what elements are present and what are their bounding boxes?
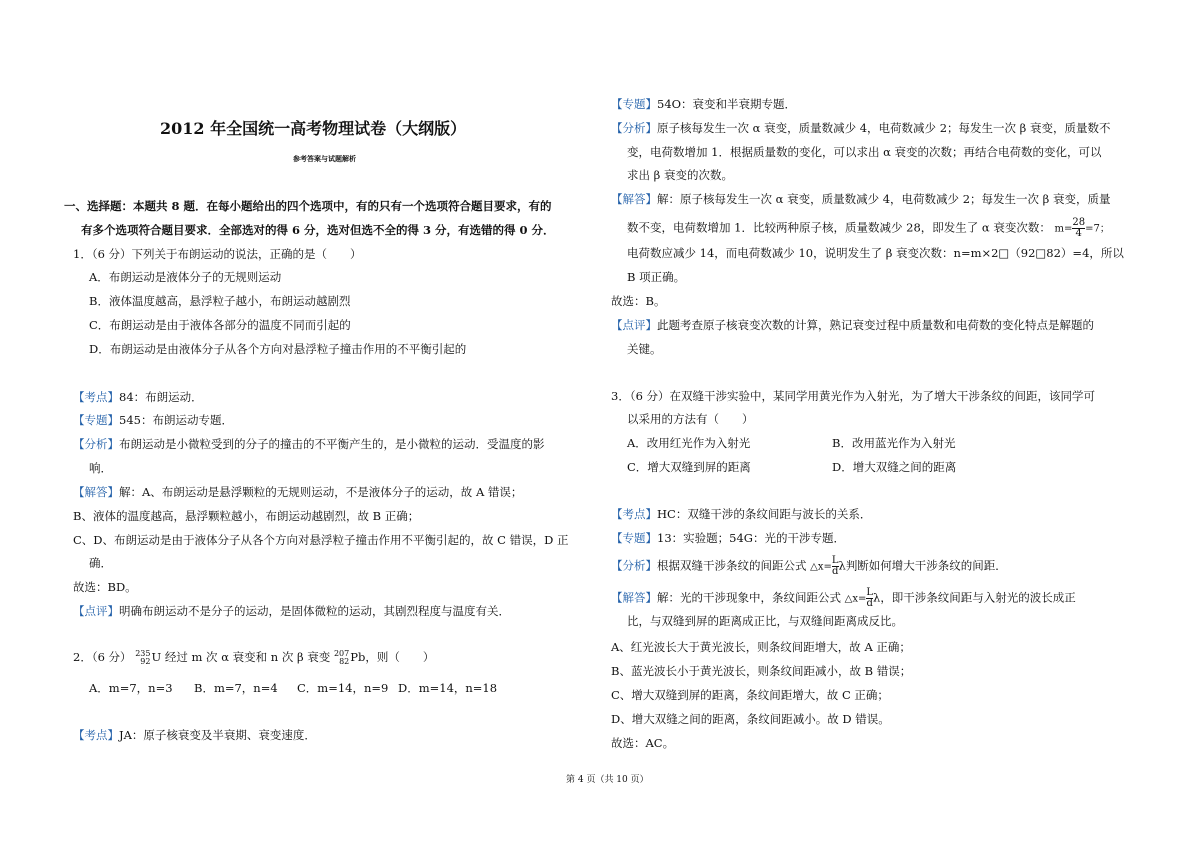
lead-nuclide-numbers [334,650,349,666]
fringe-formula-lhs-2: △x= [844,593,867,605]
q1-zhuanti-text: 545：布朗运动专题． [119,413,233,427]
q3-fenxi [611,556,1007,577]
q2-kaodian-tag: 【考点】 [73,728,119,742]
lead-charge-number: 82 [339,657,350,666]
q3-jieda-line-4: B、蓝光波长小于黄光波长，则条纹间距减小，故 B 错误； [611,664,912,678]
q1-jieda-line-3: C、D、布朗运动是由于液体分子从各个方向对悬浮粒子撞击作用不平衡引起的，故 C 错误，D 正 [73,533,569,547]
q2-dianping-text-1: 此题考查原子核衰变次数的计算，熟记衰变过程中质量数和电荷数的变化特点是解题的 [657,318,1094,332]
q2-zhuanti-tag: 【专题】 [611,97,657,111]
q1-option-b: B．液体温度越高，悬浮粒子越小，布朗运动越剧烈 [89,294,351,308]
q3-jieda-line-5: C、增大双缝到屏的距离，条纹间距增大，故 C 正确； [611,688,889,702]
q3-zhuanti [611,531,845,545]
fringe-formula-fraction [832,556,839,577]
q1-jieda-line-2: B、液体的温度越高，悬浮颗粒越小，布朗运动越剧烈，故 B 正确； [73,509,420,523]
q1-option-d: D．布朗运动是由液体分子从各个方向对悬浮粒子撞击作用的不平衡引起的 [89,342,467,356]
q2-dianping-tag: 【点评】 [611,318,657,332]
q2-fenxi [611,121,1110,135]
fringe-formula-lambda-2: λ [873,590,881,605]
uranium-nuclide-numbers [135,650,150,666]
alpha-count-result: =7； [1085,223,1110,235]
q2-answer: 故选：B。 [611,294,666,308]
uranium-mass-number: 235 [135,649,151,658]
q3-option-c: C．增大双缝到屏的距离 [627,460,751,474]
q2-option-c: C．m=14，n=9 [297,681,389,695]
q1-jieda-text-1: 解：A、布朗运动是悬浮颗粒的无规则运动，不是液体分子的运动，故 A 错误； [119,485,523,499]
q2-fenxi-line-2: 变，电荷数增加 1．根据质量数的变化，可以求出 α 衰变的次数；再结合电荷数的变化，可以 [627,145,1102,159]
q1-dianping [73,604,510,618]
q2-jieda-line-4: B 项正确。 [627,270,686,284]
q3-jieda-line-3: A、红光波长大于黄光波长，则条纹间距增大，故 A 正确； [611,640,911,654]
q3-answer: 故选：AC。 [611,736,675,750]
q2-fenxi-text-1: 原子核每发生一次 α 衰变，质量数减少 4，电荷数减少 2；每发生一次 β 衰变，质量数不 [657,121,1111,135]
q2-jieda-text-2: 数不变，电荷数增加 1．比较两种原子核，质量数减少 28，即发生了 α 衰变次数： [627,220,1051,235]
q1-fenxi-line-2: 响． [89,461,112,475]
q2-option-d: D．m=14，n=18 [398,681,498,695]
lead-mass-number: 207 [333,649,350,658]
q3-kaodian [611,507,871,521]
q2-fenxi-tag: 【分析】 [611,121,657,135]
q1-answer: 故选：BD。 [73,580,137,594]
q3-stem-line-1: 3．（6 分）在双缝干涉实验中，某同学用黄光作为入射光，为了增大干涉条纹的间距，该同学可 [611,389,1096,403]
q1-fenxi-tag: 【分析】 [73,437,119,451]
q1-dianping-text: 明确布朗运动不是分子的运动，是固体微粒的运动，其剧烈程度与温度有关． [119,604,510,618]
q3-fenxi-text-post: 判断如何增大干涉条纹的间距． [845,558,1007,573]
fringe-formula-numerator: L [831,555,839,566]
q1-jieda-line-4: 确． [89,556,112,570]
q1-zhuanti [73,413,233,427]
q3-zhuanti-tag: 【专题】 [611,531,657,545]
section-heading-line-1: 一、选择题：本题共 8 题．在每小题给出的四个选项中，有的只有一个选项符合题目要求，有的 [64,199,552,213]
alpha-count-denominator: 4 [1072,228,1085,239]
q2-stem-suffix: ，则（ ） [365,650,435,664]
q2-dianping [611,318,1094,332]
q1-jieda [73,485,522,499]
q1-dianping-tag: 【点评】 [73,604,119,618]
q2-dianping-line-2: 关键。 [627,342,662,356]
q3-jieda-line-2: 比，与双缝到屏的距离成正比，与双缝间距离成反比。 [627,614,903,628]
alpha-count-numerator: 28 [1072,217,1086,228]
q2-kaodian-text: JA：原子核衰变及半衰期、衰变速度． [119,728,316,742]
q3-stem-line-2: 以采用的方法有（ ） [627,412,754,426]
q3-option-a: A．改用红光作为入射光 [627,436,751,450]
q2-jieda-line-3: 电荷数应减少 14，而电荷数减少 10，说明发生了 β 衰变次数：n=m×2□（92□82）=4，所以 [627,246,1124,260]
document-title: 2012 年全国统一高考物理试卷（大纲版） [160,119,467,138]
q1-option-a: A．布朗运动是液体分子的无规则运动 [89,270,282,284]
fringe-formula-lambda: λ [838,558,846,573]
alpha-count-fraction [1072,218,1085,239]
q1-stem: 1．（6 分）下列关于布朗运动的说法，正确的是（ ） [73,247,362,261]
q2-stem [73,650,434,666]
q1-zhuanti-tag: 【专题】 [73,413,119,427]
q3-jieda-line-6: D、增大双缝之间的距离，条纹间距减小。故 D 错误。 [611,712,890,726]
q1-kaodian [73,390,203,404]
q2-jieda-text-1: 解：原子核每发生一次 α 衰变，质量数减少 4，电荷数减少 2；每发生一次 β 衰变，质量 [657,192,1111,206]
lead-symbol: Pb [350,650,366,664]
q1-fenxi-text-1: 布朗运动是小微粒受到的分子的撞击的不平衡产生的，是小微粒的运动．受温度的影 [119,437,545,451]
alpha-count-lhs: m= [1054,223,1073,235]
q1-kaodian-text: 84：布朗运动． [119,390,203,404]
q3-jieda-tag: 【解答】 [611,590,657,605]
document-subtitle: 参考答案与试题解析 [293,154,356,163]
section-heading-line-2: 有多个选项符合题目要求．全部选对的得 6 分，选对但选不全的得 3 分，有选错的得 0 分． [81,223,555,237]
uranium-charge-number: 92 [140,657,151,666]
q3-kaodian-tag: 【考点】 [611,507,657,521]
q2-zhuanti-text: 54O：衰变和半衰期专题． [657,97,797,111]
q1-kaodian-tag: 【考点】 [73,390,119,404]
page-number-footer: 第 4 页（共 10 页） [566,775,649,785]
fringe-formula-numerator-2: L [866,587,874,598]
q2-option-b: B．m=7，n=4 [194,681,278,695]
q2-jieda-line-2 [627,218,1110,239]
q2-kaodian [73,728,316,742]
q2-jieda-tag: 【解答】 [611,192,657,206]
fringe-formula-lhs: △x= [810,561,832,573]
fringe-formula-denominator: d [831,566,839,577]
uranium-symbol: U [151,650,162,664]
q1-jieda-tag: 【解答】 [73,485,119,499]
q2-stem-mid: 经过 m 次 α 衰变和 n 次 β 衰变 [161,650,334,664]
q3-option-b: B．改用蓝光作为入射光 [832,436,956,450]
q3-jieda-text-post: ，即干涉条纹间距与入射光的波长成正 [880,590,1076,605]
q3-jieda [611,588,1076,609]
q2-zhuanti [611,97,796,111]
q3-zhuanti-text: 13：实验题；54G：光的干涉专题． [657,531,845,545]
q3-jieda-text-pre: 解：光的干涉现象中，条纹间距公式 [657,590,841,605]
q1-fenxi [73,437,545,451]
q3-option-d: D．增大双缝之间的距离 [832,460,957,474]
q3-fenxi-tag: 【分析】 [611,558,657,573]
q2-option-a: A．m=7，n=3 [89,681,173,695]
q2-jieda [611,192,1110,206]
q1-option-c: C．布朗运动是由于液体各部分的温度不同而引起的 [89,318,351,332]
q2-stem-prefix: 2．（6 分） [73,650,132,664]
q3-kaodian-text: HC：双缝干涉的条纹间距与波长的关系． [657,507,872,521]
q3-fenxi-text-pre: 根据双缝干涉条纹的间距公式 [657,558,807,573]
q2-fenxi-line-3: 求出 β 衰变的次数。 [627,168,733,182]
fringe-formula-denominator-2: d [866,598,873,609]
